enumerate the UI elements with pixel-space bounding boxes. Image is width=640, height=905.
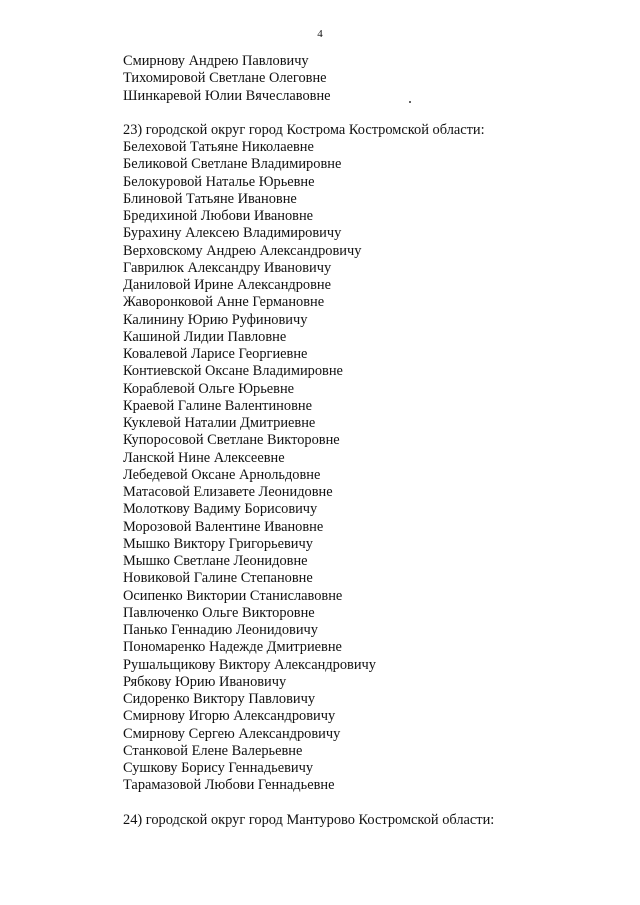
list-item: Купоросовой Светлане Викторовне bbox=[123, 432, 340, 449]
list-item: Гаврилюк Александру Ивановичу bbox=[123, 259, 332, 276]
list-item: Белеховой Татьяне Николаевне bbox=[123, 139, 314, 155]
intro-name-list bbox=[123, 53, 623, 105]
list-item: Пономаренко Надежде Дмитриевне bbox=[123, 639, 342, 656]
list-item: Даниловой Ирине Александровне bbox=[123, 277, 331, 293]
list-item: Беликовой Светлане Владимировне bbox=[123, 156, 342, 173]
list-item: Сушкову Борису Геннадьевичу bbox=[123, 760, 314, 776]
list-item: Осипенко Виктории Станиславовне bbox=[123, 587, 343, 604]
list-item: Сидоренко Виктору Павловичу bbox=[123, 691, 316, 707]
list-item: Бурахину Алексею Владимировичу bbox=[123, 225, 342, 242]
list-item: Шинкаревой Юлии Вячеславовне bbox=[123, 87, 331, 104]
list-item: Мышко Виктору Григорьевичу bbox=[123, 535, 313, 552]
list-item: Тарамазовой Любови Геннадьевне bbox=[123, 777, 335, 794]
section-heading-24: 24) городской округ город Мантурово Костромской области: bbox=[123, 811, 495, 828]
list-item: Смирнову Андрею Павловичу bbox=[123, 53, 309, 69]
list-item: Кашиной Лидии Павловне bbox=[123, 328, 287, 345]
list-item: Павлюченко Ольге Викторовне bbox=[123, 604, 315, 621]
list-item: Молоткову Вадиму Борисовичу bbox=[123, 501, 318, 518]
list-item: Куклевой Наталии Дмитриевне bbox=[123, 415, 316, 431]
list-item: Мышко Светлане Леонидовне bbox=[123, 553, 308, 569]
list-item: Новиковой Галине Степановне bbox=[123, 570, 313, 587]
document-body bbox=[123, 53, 623, 829]
list-item: Ланской Нине Алексеевне bbox=[123, 449, 285, 466]
list-item: Панько Геннадию Леонидовичу bbox=[123, 622, 318, 638]
list-item: Морозовой Валентине Ивановне bbox=[123, 518, 324, 535]
list-item: Верховскому Андрею Александровичу bbox=[123, 242, 362, 259]
section-heading-23: 23) городской округ город Кострома Костромской области: bbox=[123, 121, 485, 138]
list-item: Станковой Елене Валерьевне bbox=[123, 742, 303, 759]
list-item: Блиновой Татьяне Ивановне bbox=[123, 190, 297, 207]
list-item: Ковалевой Ларисе Георгиевне bbox=[123, 346, 308, 362]
list-item: Лебедевой Оксане Арнольдовне bbox=[123, 466, 321, 483]
section-23-name-list bbox=[123, 139, 623, 795]
page-number: 4 bbox=[317, 28, 323, 40]
list-item: Кораблевой Ольге Юрьевне bbox=[123, 380, 295, 397]
list-item: Матасовой Елизавете Леонидовне bbox=[123, 484, 333, 500]
list-item: Тихомировой Светлане Олеговне bbox=[123, 70, 327, 87]
list-item: Жаворонковой Анне Германовне bbox=[123, 294, 325, 311]
list-item: Рушальщикову Виктору Александровичу bbox=[123, 656, 376, 673]
list-item: Бредихиной Любови Ивановне bbox=[123, 208, 314, 224]
list-item: Контиевской Оксане Владимировне bbox=[123, 363, 343, 380]
list-item: Калинину Юрию Руфиновичу bbox=[123, 311, 308, 328]
list-item: Рябкову Юрию Ивановичу bbox=[123, 673, 287, 690]
list-item: Смирнову Сергею Александровичу bbox=[123, 725, 341, 742]
list-item: Белокуровой Наталье Юрьевне bbox=[123, 173, 315, 190]
list-item: Краевой Галине Валентиновне bbox=[123, 397, 312, 414]
list-item: Смирнову Игорю Александровичу bbox=[123, 708, 336, 725]
